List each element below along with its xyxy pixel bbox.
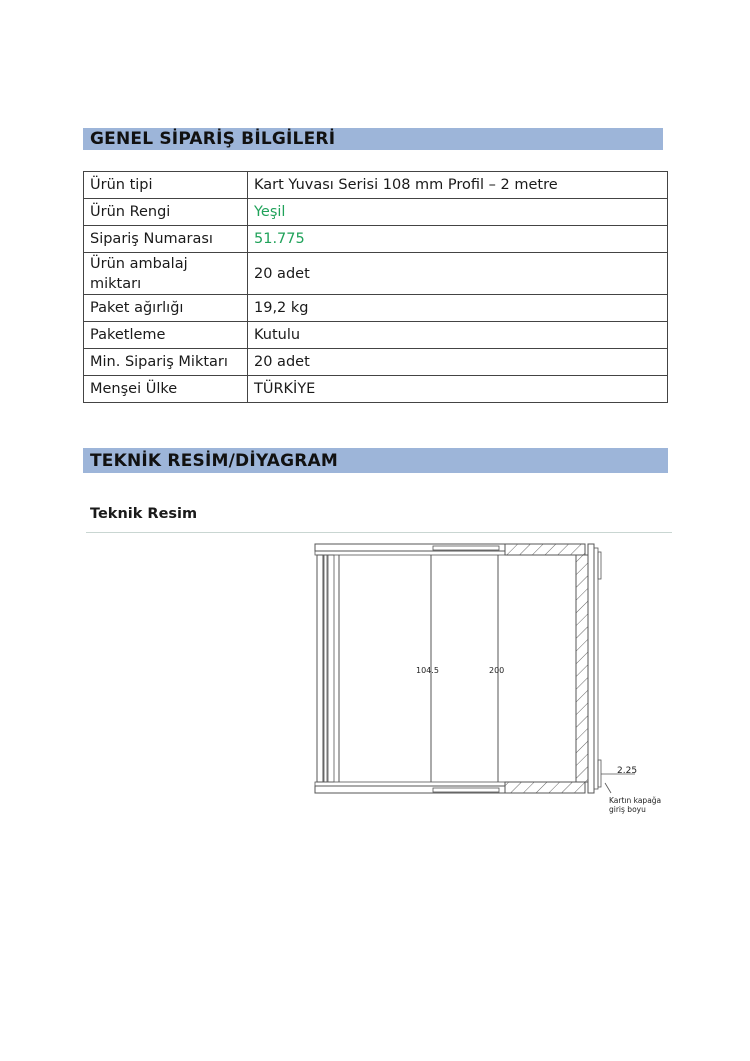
profile-technical-drawing [305,540,670,820]
table-row [84,349,668,376]
row-value: 51.775 [248,226,668,253]
row-label: Ürün tipi [84,172,248,199]
left-edge [317,555,339,782]
general-info-title: GENEL SİPARİŞ BİLGİLERİ [90,129,336,149]
table-row [84,199,668,226]
subheading-divider [86,532,672,533]
table-row [84,322,668,349]
dimension-label-200: 200 [489,666,505,675]
bottom-rail [315,782,585,793]
right-wall [576,544,601,793]
row-value: 20 adet [248,253,668,295]
row-value: 20 adet [248,349,668,376]
row-value: 19,2 kg [248,295,668,322]
row-value: Yeşil [248,199,668,226]
table-row [84,295,668,322]
top-rail [315,544,585,555]
general-info-heading [83,128,663,150]
row-label: Paket ağırlığı [84,295,248,322]
table-row [84,376,668,403]
row-label: Min. Sipariş Miktarı [84,349,248,376]
dimension-label-104: 104.5 [416,666,439,675]
dimension-lines [431,555,638,793]
dimension-label-2-25: 2.25 [617,766,638,776]
row-label: Sipariş Numarası [84,226,248,253]
note-label-line-1: Kartın kapağa [609,796,662,805]
row-label: Ürün Rengi [84,199,248,226]
table-row [84,226,668,253]
order-info-table [83,171,668,403]
row-label: Paketleme [84,322,248,349]
row-label: Ürün ambalaj miktarı [84,253,248,295]
table-row [84,172,668,199]
technical-drawing-subheading: Teknik Resim [90,506,198,522]
row-value: Kart Yuvası Serisi 108 mm Profil – 2 metre [248,172,668,199]
row-value: Kutulu [248,322,668,349]
technical-drawing-heading [83,448,668,473]
note-label-line-2: giriş boyu [609,805,646,814]
technical-drawing-title: TEKNİK RESİM/DİYAGRAM [90,450,339,471]
row-value: TÜRKİYE [248,376,668,403]
row-label: Menşei Ülke [84,376,248,403]
table-row [84,253,668,295]
